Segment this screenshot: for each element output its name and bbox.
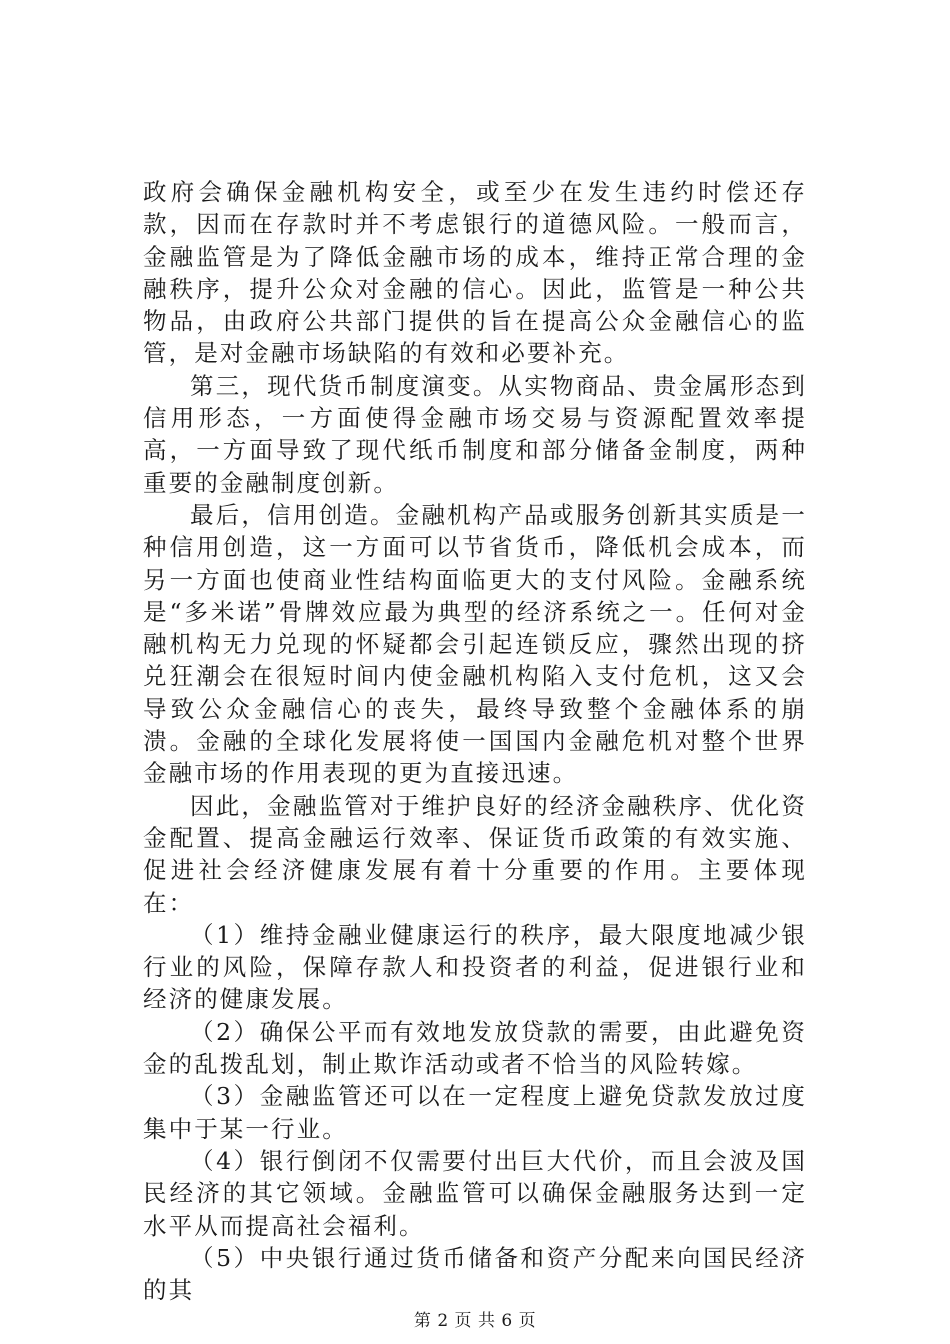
- list-item-4: （4）银行倒闭不仅需要付出巨大代价，而且会波及国民经济的其它领域。金融监管可以确保金融服务达到一定水平从而提高社会福利。: [143, 1146, 807, 1240]
- paragraph-therefore: 因此，金融监管对于维护良好的经济金融秩序、优化资金配置、提高金融运行效率、保证货币政策的有效实施、促进社会经济健康发展有着十分重要的作用。主要体现在：: [143, 791, 807, 917]
- paragraph-continuation: 政府会确保金融机构安全，或至少在发生违约时偿还存款，因而在存款时并不考虑银行的道德风险。一般而言，金融监管是为了降低金融市场的成本，维持正常合理的金融秩序，提升公众对金融的信心。因此，监管是一种公共物品，由政府公共部门提供的旨在提高公众金融信心的监管，是对金融市场缺陷的有效和必要补充。: [143, 178, 807, 368]
- paragraph-finally: 最后，信用创造。金融机构产品或服务创新其实质是一种信用创造，这一方面可以节省货币，降低机会成本，而另一方面也使商业性结构面临更大的支付风险。金融系统是“多米诺”骨牌效应最为典型的经济系统之一。任何对金融机构无力兑现的怀疑都会引起连锁反应，骤然出现的挤兑狂潮会在很短时间内使金融机构陷入支付危机，这又会导致公众金融信心的丧失，最终导致整个金融体系的崩溃。金融的全球化发展将使一国国内金融危机对整个世界金融市场的作用表现的更为直接迅速。: [143, 500, 807, 788]
- list-item-1: （1）维持金融业健康运行的秩序，最大限度地减少银行业的风险，保障存款人和投资者的利益，促进银行业和经济的健康发展。: [143, 920, 807, 1014]
- paragraph-third-point: 第三，现代货币制度演变。从实物商品、贵金属形态到信用形态，一方面使得金融市场交易与资源配置效率提高，一方面导致了现代纸币制度和部分储备金制度，两种重要的金融制度创新。: [143, 371, 807, 497]
- list-item-5: （5）中央银行通过货币储备和资产分配来向国民经济的其: [143, 1243, 807, 1305]
- list-item-3: （3）金融监管还可以在一定程度上避免贷款发放过度集中于某一行业。: [143, 1082, 807, 1143]
- page-number-footer: 第 2 页 共 6 页: [413, 1311, 537, 1331]
- document-body: [143, 176, 807, 1306]
- list-item-2: （2）确保公平而有效地发放贷款的需要，由此避免资金的乱拨乱划，制止欺诈活动或者不恰当的风险转嫁。: [143, 1017, 807, 1079]
